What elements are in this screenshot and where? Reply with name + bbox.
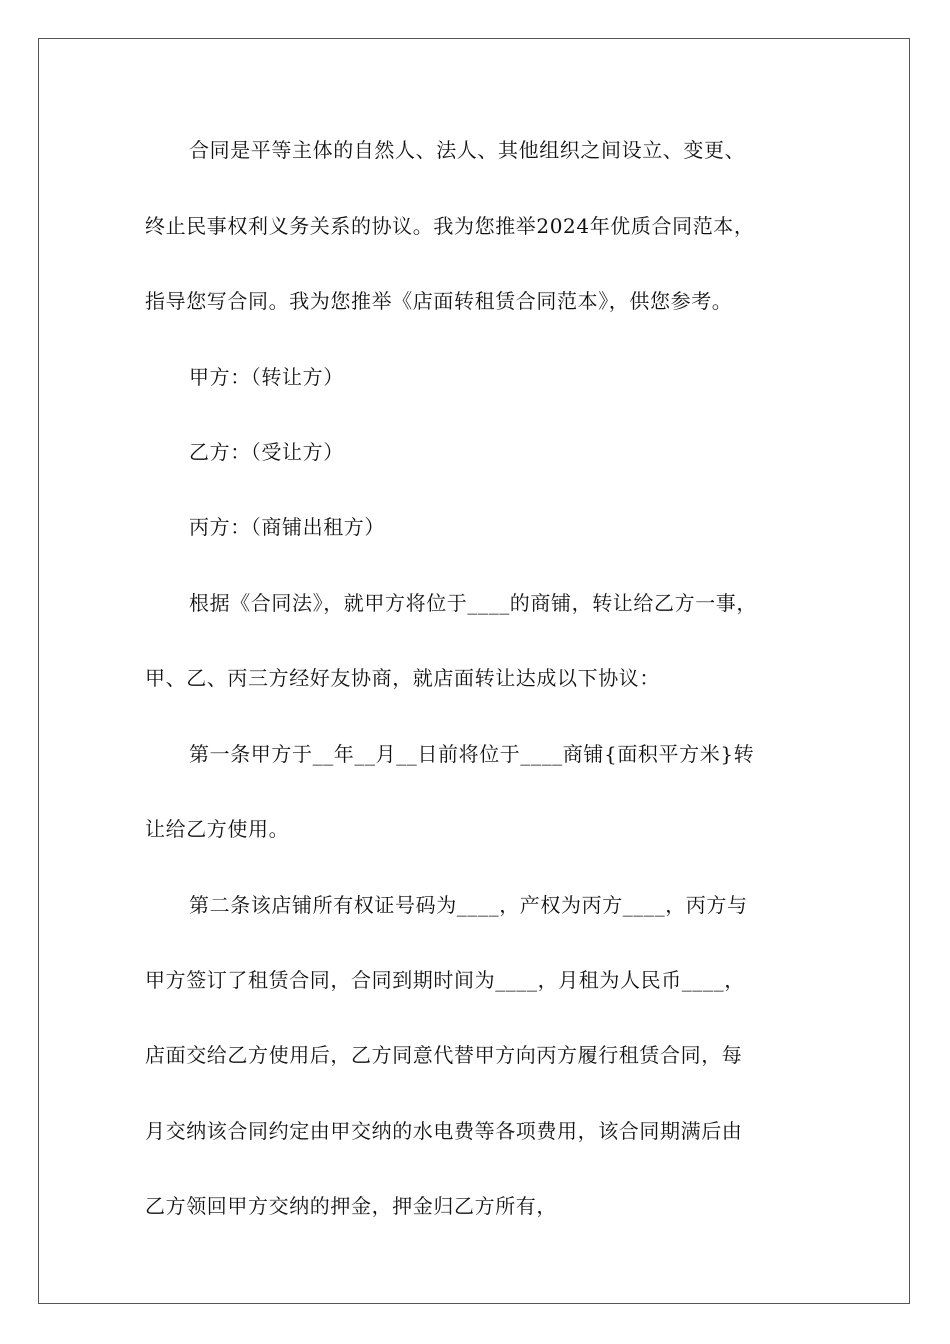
paragraph-intro-line-1: 合同是平等主体的自然人、法人、其他组织之间设立、变更、: [189, 138, 746, 162]
party-a-line: 甲方：（转让方）: [189, 365, 344, 389]
article-2-line-5: 乙方领回甲方交纳的押金，押金归乙方所有，: [145, 1194, 557, 1218]
party-b-line: 乙方：（受让方）: [189, 440, 344, 464]
article-2-line-2: 甲方签订了租赁合同，合同到期时间为____，月租为人民币____，: [145, 968, 745, 992]
article-1-line-2: 让给乙方使用。: [145, 817, 290, 841]
party-c-line: 丙方：（商铺出租方）: [189, 515, 385, 539]
article-1-line-1: 第一条甲方于__年__月__日前将位于____商铺{面积平方米}转: [189, 742, 755, 766]
paragraph-basis-line-2: 甲、乙、丙三方经好友协商，就店面转让达成以下协议：: [145, 666, 660, 690]
paragraph-intro-line-2: 终止民事权利义务关系的协议。我为您推举2024年优质合同范本，: [145, 214, 755, 238]
paragraph-intro-line-3: 指导您写合同。我为您推举《店面转租赁合同范本》，供您参考。: [145, 289, 733, 313]
paragraph-basis-line-1: 根据《合同法》，就甲方将位于____的商铺，转让给乙方一事，: [189, 591, 757, 615]
article-2-line-4: 月交纳该合同约定由甲交纳的水电费等各项费用，该合同期满后由: [145, 1119, 743, 1143]
article-2-line-1: 第二条该店铺所有权证号码为____，产权为丙方____，丙方与: [189, 893, 748, 917]
article-2-line-3: 店面交给乙方使用后，乙方同意代替甲方向丙方履行租赁合同，每: [145, 1043, 743, 1067]
